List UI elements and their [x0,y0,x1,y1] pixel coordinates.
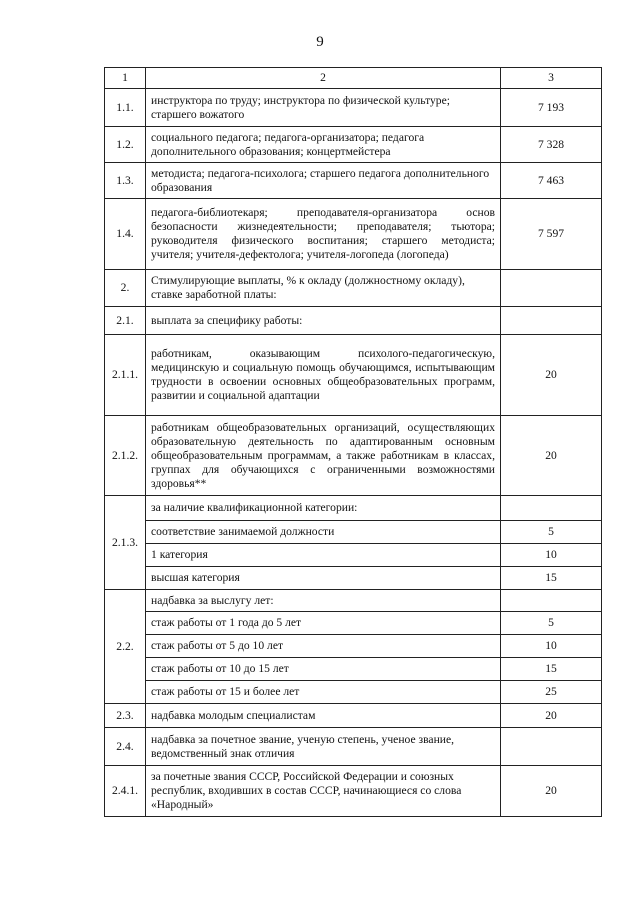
table-row [105,766,602,817]
table-row [105,658,602,681]
row-value: 15 [501,567,602,590]
row-text: работникам, оказывающим психолого-педагогическую, медицинскую и социальную помощь обучающимся, испытывающим трудности в освоении основных общеобразовательных программ, развитии и социальной адаптации [146,335,501,416]
row-text: стаж работы от 15 и более лет [146,681,501,704]
row-text: стаж работы от 10 до 15 лет [146,658,501,681]
row-value: 20 [501,416,602,496]
row-value [501,590,602,612]
row-text: выплата за специфику работы: [146,307,501,335]
header-col-2: 2 [146,68,501,89]
row-number: 2.1.3. [105,496,146,590]
row-number: 2.1.2. [105,416,146,496]
row-value: 7 193 [501,89,602,127]
table-row [105,728,602,766]
table-row [105,89,602,127]
row-text: надбавка молодым специалистам [146,704,501,728]
row-value [501,496,602,521]
table-row [105,199,602,270]
row-text: Стимулирующие выплаты, % к окладу (должностному окладу), ставке заработной платы: [146,270,501,307]
row-text: за почетные звания СССР, Российской Федерации и союзных республик, входивших в состав СССР, начинающиеся со слова «Народный» [146,766,501,817]
table-row [105,335,602,416]
row-value: 20 [501,335,602,416]
table-row [105,521,602,544]
table-row [105,544,602,567]
row-text: соответствие занимаемой должности [146,521,501,544]
row-value: 10 [501,635,602,658]
table-row [105,635,602,658]
row-number: 2. [105,270,146,307]
row-text: стаж работы от 5 до 10 лет [146,635,501,658]
row-value: 20 [501,766,602,817]
row-number: 2.4. [105,728,146,766]
row-text: надбавка за выслугу лет: [146,590,501,612]
table-header-row [105,68,602,89]
table-row [105,704,602,728]
row-number: 2.1. [105,307,146,335]
salary-table [104,67,602,817]
row-value: 5 [501,521,602,544]
row-text: педагога-библиотекаря; преподавателя-организатора основ безопасности жизнедеятельности; преподавателя; тьютора; руководителя физического воспитания; старшего методиста; учителя; учителя-дефектолога; учителя-логопеда (логопеда) [146,199,501,270]
row-value: 7 597 [501,199,602,270]
row-number: 1.1. [105,89,146,127]
row-number: 2.3. [105,704,146,728]
table-row [105,681,602,704]
row-value [501,270,602,307]
row-value [501,307,602,335]
header-col-3: 3 [501,68,602,89]
row-value [501,728,602,766]
table-row [105,590,602,612]
row-value: 15 [501,658,602,681]
table-row [105,567,602,590]
row-text: за наличие квалификационной категории: [146,496,501,521]
header-col-1: 1 [105,68,146,89]
row-number: 2.1.1. [105,335,146,416]
row-value: 5 [501,612,602,635]
table-row [105,612,602,635]
row-text: социального педагога; педагога-организатора; педагога дополнительного образования; концертмейстера [146,127,501,163]
page-number: 9 [316,34,324,50]
table-row [105,163,602,199]
row-text: стаж работы от 1 года до 5 лет [146,612,501,635]
row-number: 2.2. [105,590,146,704]
table-row [105,270,602,307]
row-value: 7 463 [501,163,602,199]
table-row [105,416,602,496]
row-text: надбавка за почетное звание, ученую степень, ученое звание, ведомственный знак отличия [146,728,501,766]
row-number: 1.2. [105,127,146,163]
row-number: 1.3. [105,163,146,199]
row-value: 10 [501,544,602,567]
table-row [105,127,602,163]
row-number: 1.4. [105,199,146,270]
row-value: 7 328 [501,127,602,163]
row-text: методиста; педагога-психолога; старшего педагога дополнительного образования [146,163,501,199]
table-row [105,307,602,335]
table-row [105,496,602,521]
row-text: высшая категория [146,567,501,590]
row-text: работникам общеобразовательных организаций, осуществляющих образовательную деятельность по адаптированным основным общеобразовательным программам, а также работникам в классах, группах для обучающихся с ограниченными возможностями здоровья** [146,416,501,496]
row-value: 20 [501,704,602,728]
row-text: 1 категория [146,544,501,567]
row-number: 2.4.1. [105,766,146,817]
row-text: инструктора по труду; инструктора по физической культуре; старшего вожатого [146,89,501,127]
row-value: 25 [501,681,602,704]
